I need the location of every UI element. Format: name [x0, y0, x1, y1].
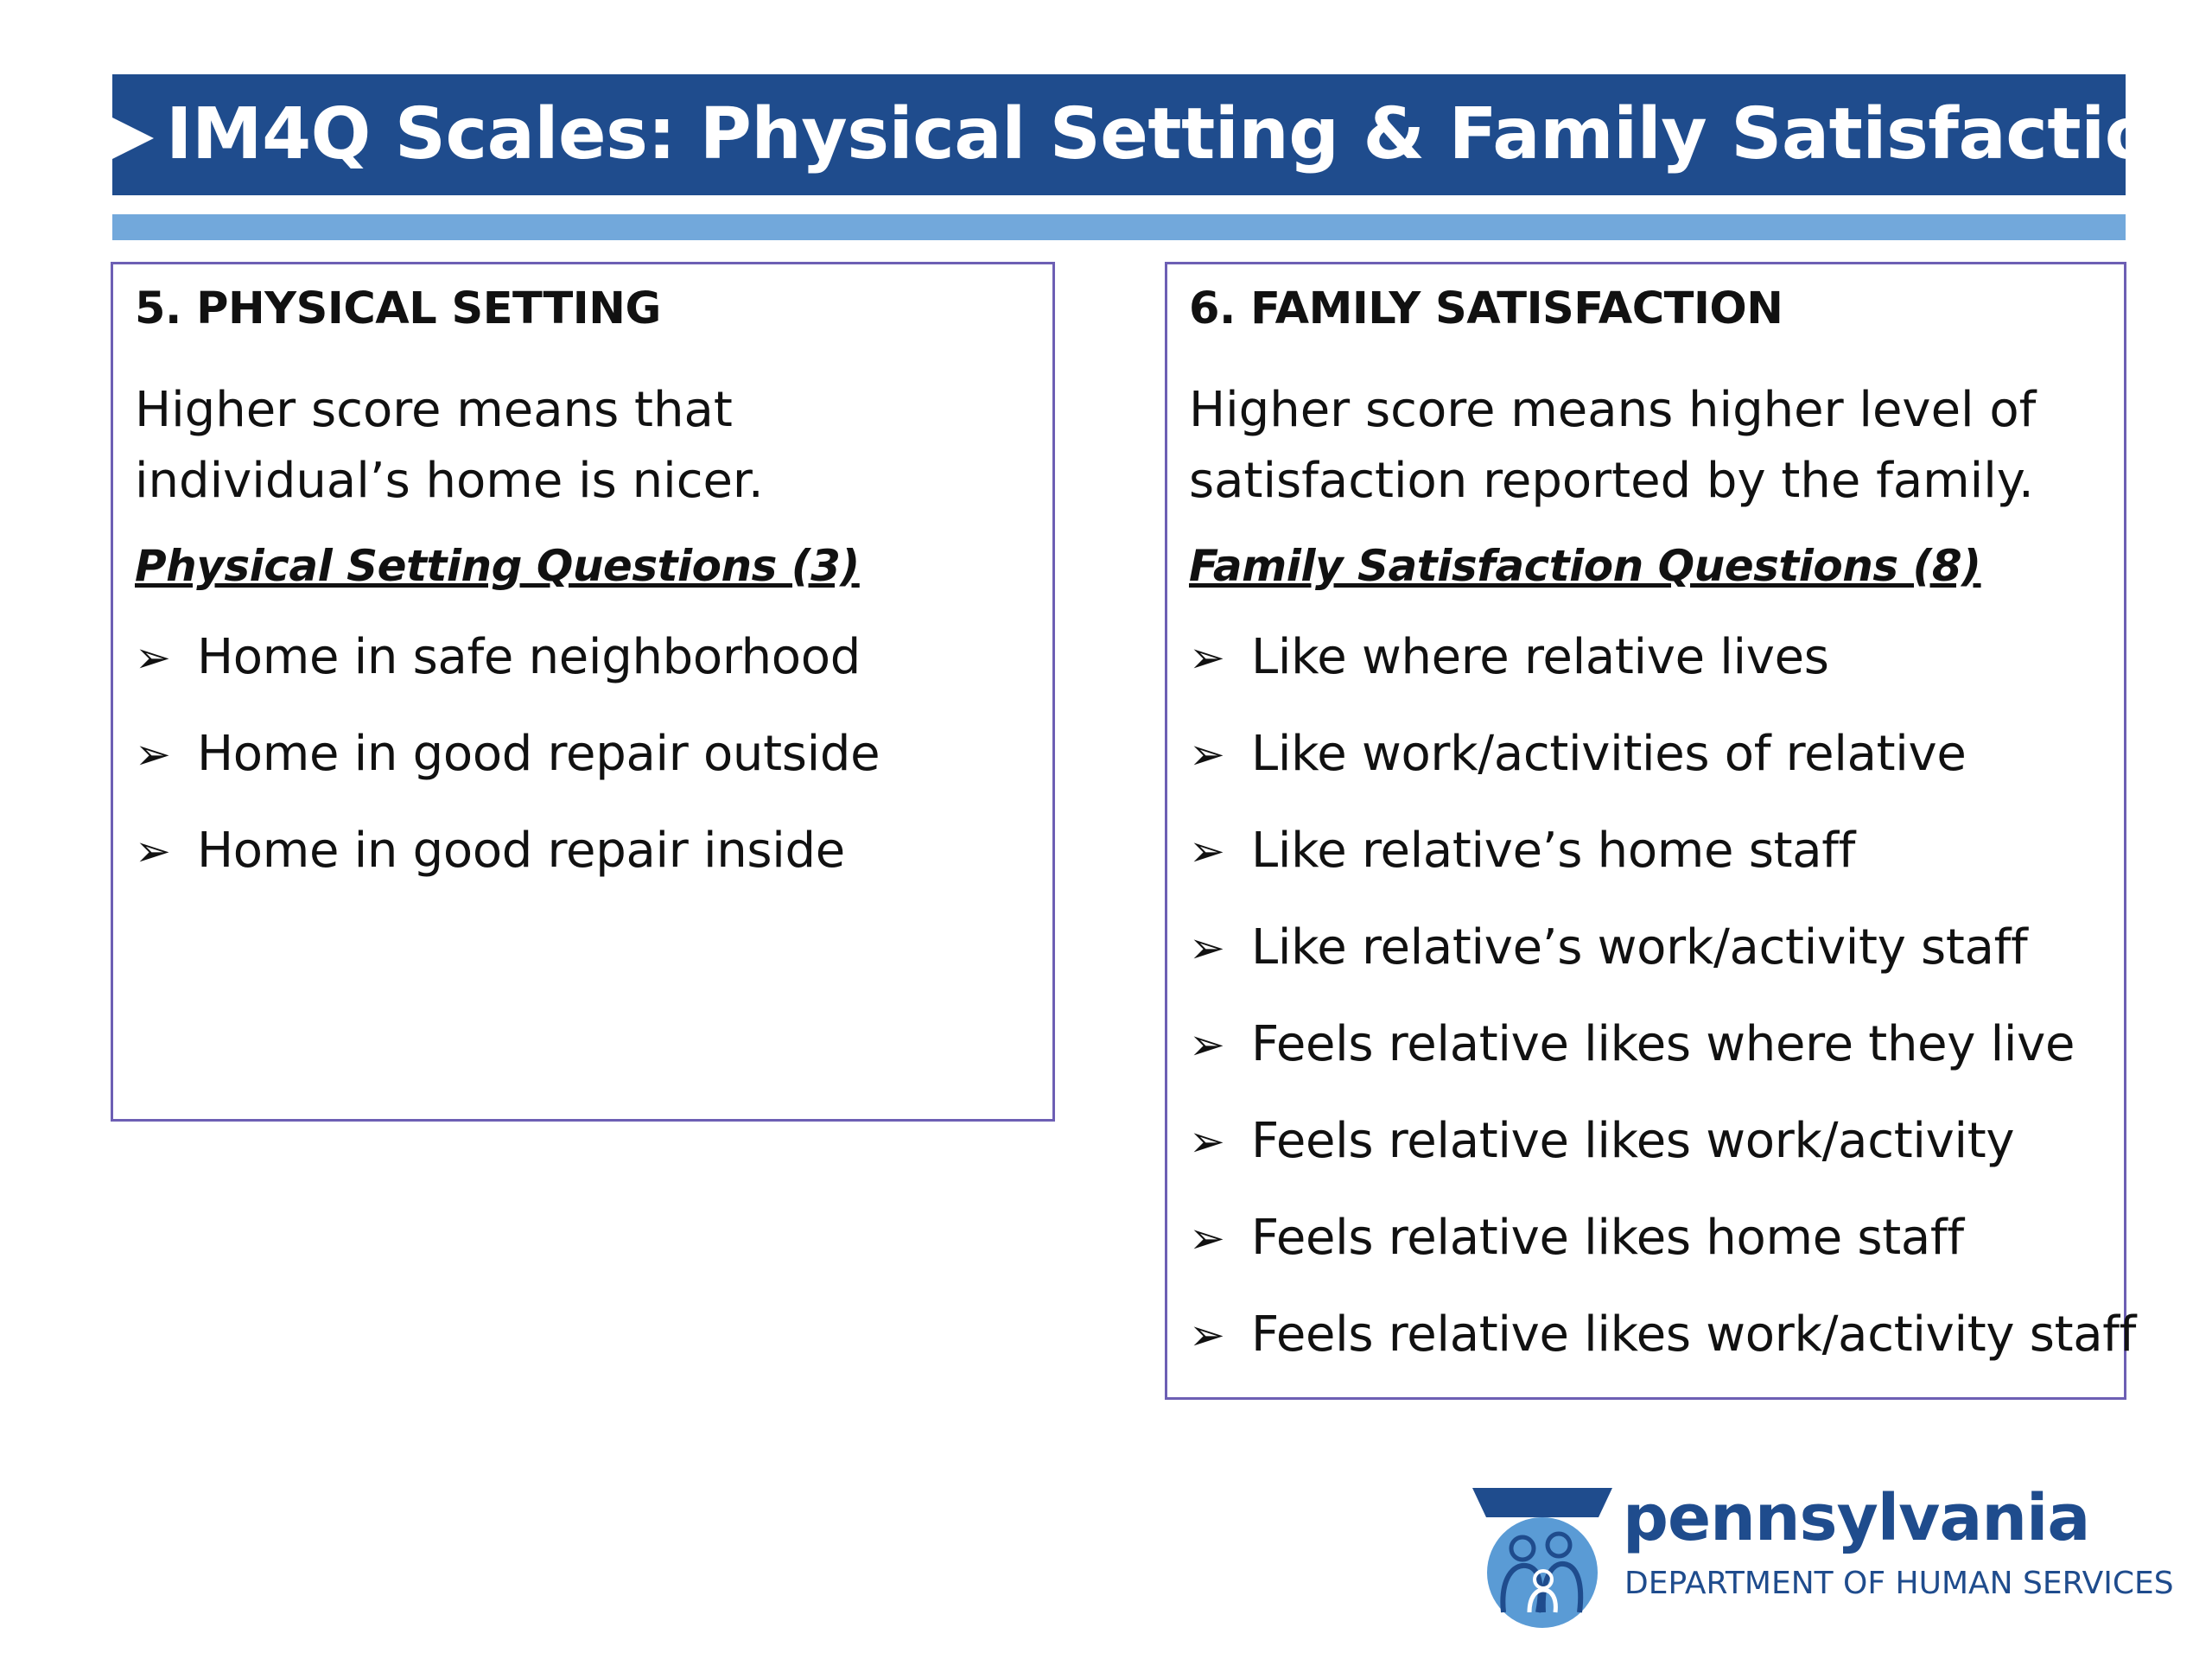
panel-description: Higher score means that individual’s home is nicer.: [135, 382, 764, 509]
panel-heading: 5. PHYSICAL SETTING: [135, 283, 661, 334]
list-item-text: Feels relative likes where they live: [1251, 1016, 2075, 1072]
arrow-bullet-icon: ➢: [135, 729, 171, 779]
panel-subheading: Family Satisfaction Questions (8): [1189, 541, 1981, 591]
title-arrow-icon: [112, 118, 154, 159]
panel-description: Higher score means higher level of satisfaction reported by the family.: [1189, 382, 2037, 509]
list-item-text: Home in good repair outside: [197, 726, 880, 782]
list-item: [1189, 919, 2136, 1016]
list-item-text: Like relative’s home staff: [1251, 823, 1856, 879]
logo-name: pennsylvania: [1623, 1481, 2090, 1555]
keystone-family-icon: [1469, 1483, 1616, 1630]
list-item-text: Like relative’s work/activity staff: [1251, 919, 2028, 976]
list-item: [135, 823, 880, 919]
list-item: [1189, 1016, 2136, 1113]
family-satisfaction-panel: [1165, 262, 2137, 1400]
title-bar: [112, 74, 2203, 195]
list-item-text: Feels relative likes work/activity staff: [1251, 1306, 2137, 1363]
list-item-text: Feels relative likes work/activity: [1251, 1113, 2015, 1169]
arrow-bullet-icon: ➢: [1189, 632, 1225, 683]
arrow-bullet-icon: ➢: [1189, 1020, 1225, 1070]
list-item-text: Feels relative likes home staff: [1251, 1210, 1964, 1266]
panel-subheading: Physical Setting Questions (3): [135, 541, 860, 591]
list-item: [1189, 726, 2136, 823]
panel-heading: 6. FAMILY SATISFACTION: [1189, 283, 1783, 334]
pennsylvania-dhs-logo: [1469, 1481, 2174, 1638]
logo-department: DEPARTMENT OF HUMAN SERVICES: [1624, 1566, 2174, 1601]
slide-title: IM4Q Scales: Physical Setting & Family Satisfaction: [166, 93, 2203, 175]
list-item: [135, 726, 880, 823]
accent-bar: [112, 214, 2126, 240]
list-item-text: Like work/activities of relative: [1251, 726, 1967, 782]
list-item: [1189, 1306, 2136, 1403]
list-item: [1189, 1113, 2136, 1210]
list-item: [1189, 1210, 2136, 1306]
physical-setting-panel: [111, 262, 1055, 1122]
list-item: [1189, 629, 2136, 726]
arrow-bullet-icon: ➢: [1189, 923, 1225, 973]
arrow-bullet-icon: ➢: [135, 826, 171, 876]
list-item: [1189, 823, 2136, 919]
list-item-text: Home in safe neighborhood: [197, 629, 861, 685]
arrow-bullet-icon: ➢: [1189, 729, 1225, 779]
list-item-text: Home in good repair inside: [197, 823, 845, 879]
arrow-bullet-icon: ➢: [1189, 1116, 1225, 1166]
arrow-bullet-icon: ➢: [1189, 1310, 1225, 1360]
arrow-bullet-icon: ➢: [1189, 826, 1225, 876]
list-item-text: Like where relative lives: [1251, 629, 1829, 685]
arrow-bullet-icon: ➢: [135, 632, 171, 683]
arrow-bullet-icon: ➢: [1189, 1213, 1225, 1263]
question-list: [1189, 629, 2136, 1403]
question-list: [135, 629, 880, 919]
list-item: [135, 629, 880, 726]
